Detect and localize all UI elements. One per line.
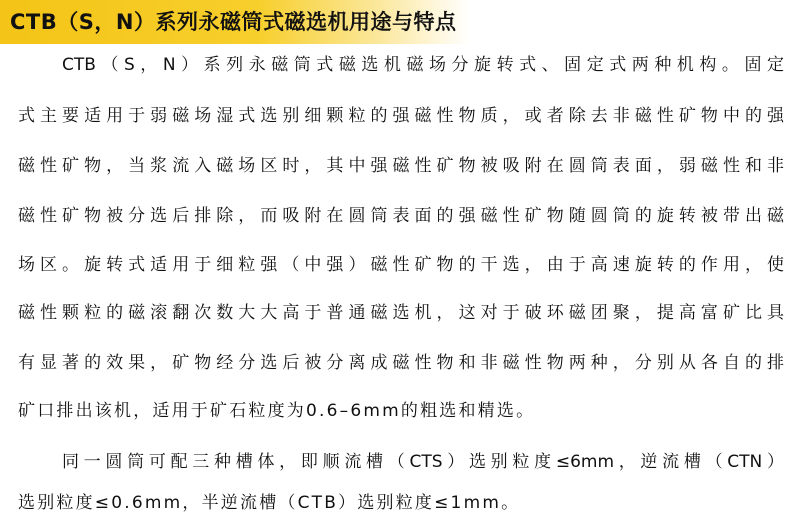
paragraph-1-line-1: CTB（S，N）系列永磁筒式磁选机磁场分旋转式、固定式两种机构。固定 bbox=[62, 55, 784, 75]
paragraph-2-line-2: 选别粒度≤0.6mm，半逆流槽（CTB）选别粒度≤1mm。 bbox=[18, 493, 521, 513]
paragraph-1-line-6: 磁性颗粒的磁滚翻次数大大高于普通磁选机，这对于破环磁团聚，提高富矿比具 bbox=[18, 303, 784, 323]
paragraph-1-line-2: 式主要适用于弱磁场湿式选别细颗粒的强磁性物质，或者除去非磁性矿物中的强 bbox=[18, 106, 784, 126]
paragraph-1-line-4: 磁性矿物被分选后排除，而吸附在圆筒表面的强磁性矿物随圆筒的旋转被带出磁 bbox=[18, 206, 784, 226]
paragraph-2-line-1: 同一圆筒可配三种槽体，即顺流槽（CTS）选别粒度≤6mm，逆流槽（CTN） bbox=[62, 452, 784, 472]
paragraph-1-line-5: 场区。旋转式适用于细粒强（中强）磁性矿物的干选，由于高速旋转的作用，使 bbox=[18, 255, 784, 275]
paragraph-1-line-8: 矿口排出该机，适用于矿石粒度为0.6–6mm的粗选和精选。 bbox=[18, 401, 536, 421]
title-banner bbox=[0, 0, 470, 44]
paragraph-1-line-7: 有显著的效果，矿物经分选后被分离成磁性物和非磁性物两种，分别从各自的排 bbox=[18, 353, 784, 373]
paragraph-1-line-3: 磁性矿物，当浆流入磁场区时，其中强磁性矿物被吸附在圆筒表面，弱磁性和非 bbox=[18, 156, 784, 176]
page-title: CTB（S，N）系列永磁筒式磁选机用途与特点 bbox=[10, 10, 457, 34]
